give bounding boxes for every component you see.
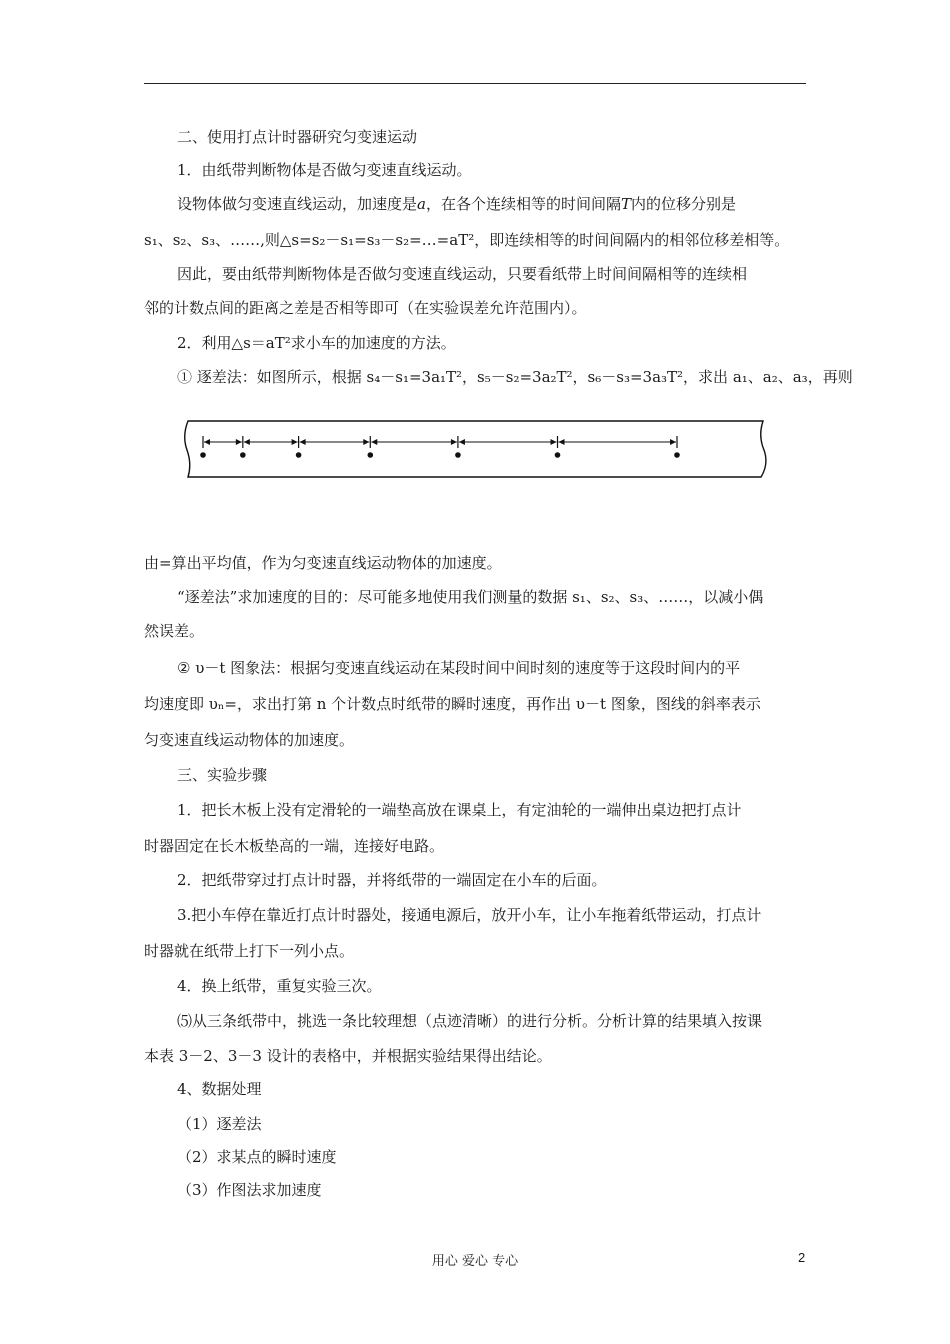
step-5-line-2: 本表 3－2、3－3 设计的表格中，并根据实验结果得出结论。 (144, 1047, 552, 1065)
arrow-head-right (236, 439, 242, 445)
step-4: 4．换上纸带，重复实验三次。 (177, 977, 382, 995)
step-1-line-1: 1．把长木板上没有定滑轮的一端垫高放在课桌上，有定油轮的一端伸出桌边把打点计 (177, 801, 742, 819)
arrow-head-right (363, 439, 369, 445)
paper-tape-figure (180, 418, 770, 480)
arrow-head-right (451, 439, 457, 445)
para-2-line-1: 因此，要由纸带判断物体是否做匀变速直线运动，只要看纸带上时间间隔相等的连续相 (177, 265, 748, 283)
para-3-line-2: 由=算出平均值，作为匀变速直线运动物体的加速度。 (144, 554, 502, 572)
section-heading-4: 4、数据处理 (177, 1080, 262, 1098)
page-number: 2 (798, 1250, 806, 1265)
tape-dot (200, 452, 206, 458)
arrow-head-right (670, 439, 676, 445)
arrow-head-left (371, 439, 377, 445)
para-4-line-1: “逐差法”求加速度的目的：尽可能多地使用我们测量的数据 s₁、s₂、s₃、……，以减小偶 (177, 588, 764, 606)
step-3-line-2: 时器就在纸带上打下一列小点。 (144, 942, 355, 960)
step-5-line-1: ⑸从三条纸带中，挑选一条比较理想（点迹清晰）的进行分析。分析计算的结果填入按课 (177, 1012, 763, 1030)
arrow-head-left (559, 439, 565, 445)
tape-dot (555, 452, 561, 458)
list-item-3: （3）作图法求加速度 (177, 1181, 322, 1199)
para-5-line-1: ② υ－t 图象法：根据匀变速直线运动在某段时间中间时刻的速度等于这段时间内的平 (177, 659, 741, 677)
paper-tape-outline (185, 421, 766, 477)
para-1-line-1: 设物体做匀变速直线运动，加速度是a，在各个连续相等的时间间隔T内的位移分别是 (177, 195, 737, 213)
para-1-line-2: s₁、s₂、s₃、……,则△s=s₂－s₁=s₃－s₂=…=aT²，即连续相等的时间间隔内的相邻位移差相等。 (144, 231, 790, 249)
tape-dot (674, 452, 680, 458)
section-heading-2: 二、使用打点计时器研究匀变速运动 (177, 128, 418, 146)
footer-motto: 用心 爱心 专心 (431, 1254, 519, 1269)
step-3-line-1: 3.把小车停在靠近打点计时器处，接通电源后，放开小车，让小车拖着纸带运动，打点计 (177, 906, 762, 924)
list-item-2: （2）求某点的瞬时速度 (177, 1148, 337, 1166)
para-5-line-2: 均速度即 υₙ=，求出打第 n 个计数点时纸带的瞬时速度，再作出 υ－t 图象，图线的斜率表示 (144, 695, 761, 713)
arrow-head-right (551, 439, 557, 445)
para-5-line-3: 匀变速直线运动物体的加速度。 (144, 731, 355, 749)
list-item-1: （1）逐差法 (177, 1115, 262, 1133)
step-1-line-2: 时器固定在长木板垫高的一端，连接好电路。 (144, 837, 445, 855)
para-1-title: 1．由纸带判断物体是否做匀变速直线运动。 (177, 161, 472, 179)
arrow-head-left (204, 439, 210, 445)
tape-dot (296, 452, 302, 458)
para-3-title: 2．利用△s＝aT²求小车的加速度的方法。 (177, 334, 456, 352)
step-2: 2．把纸带穿过打点计时器，并将纸带的一端固定在小车的后面。 (177, 871, 607, 889)
tape-dot (240, 452, 246, 458)
header-rule (144, 83, 806, 84)
arrow-head-left (300, 439, 306, 445)
para-2-line-2: 邻的计数点间的距离之差是否相等即可（在实验误差允许范围内）。 (144, 299, 587, 317)
para-4-line-2: 然误差。 (144, 622, 205, 640)
arrow-head-left (459, 439, 465, 445)
para-3-line-1: ① 逐差法：如图所示，根据 s₄－s₁=3a₁T²，s₅－s₂=3a₂T²，s₆－s₃=3a₃T²，求出 a₁、a₂、a₃，再则 (177, 368, 853, 386)
tape-dot (367, 452, 373, 458)
arrow-head-left (244, 439, 250, 445)
section-heading-3: 三、实验步骤 (177, 766, 268, 784)
tape-dot (455, 452, 461, 458)
arrow-head-right (292, 439, 298, 445)
